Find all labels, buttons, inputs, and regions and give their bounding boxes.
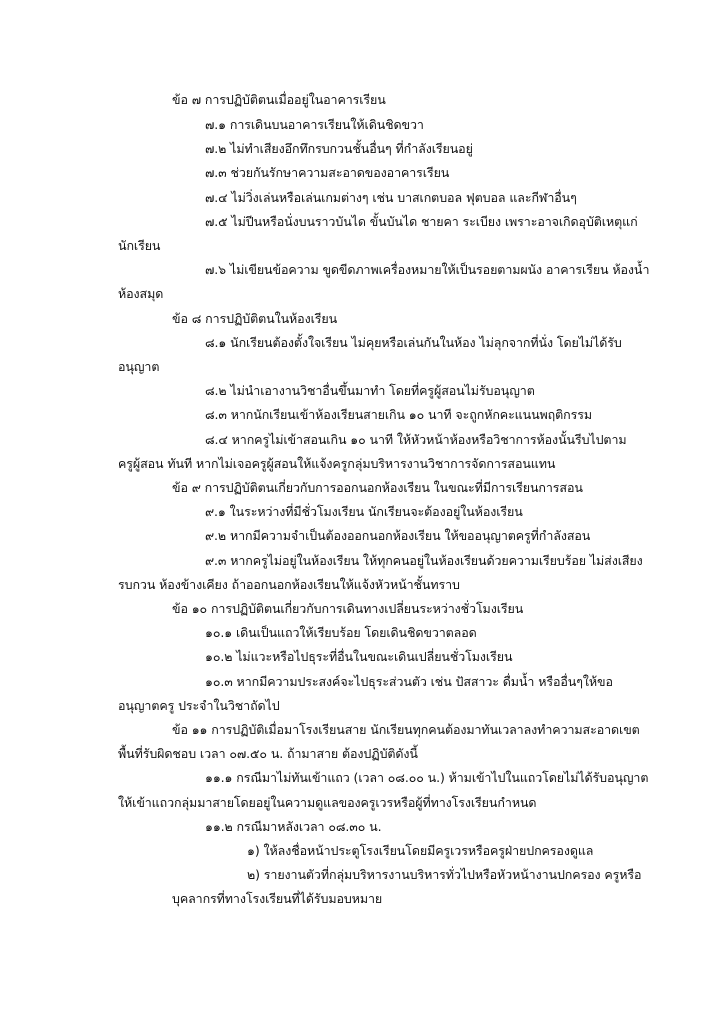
rule-9-2: ๙.๒ หากมีความจำเป็นต้องออกนอกห้องเรียน ให้ขออนุญาตครูที่กำลังสอน [205,528,591,543]
rule-11-1: ๑๑.๑ กรณีมาไม่ทันเข้าแถว (เวลา ๐๘.๐๐ น.) ห้ามเข้าไปในแถวโดยไม่ได้รับอนุญาต [205,770,649,785]
rule-8-1: ๘.๑ นักเรียนต้องตั้งใจเรียน ไม่คุยหรือเล่นกันในห้อง ไม่ลุกจากที่นั่ง โดยไม่ได้รับ [205,335,622,350]
section-10-heading: ข้อ ๑๐ การปฏิบัติตนเกี่ยวกับการเดินทางเปลี่ยนระหว่างชั่วโมงเรียน [172,601,524,616]
rule-7-6: ๗.๖ ไม่เขียนข้อความ ขูดขีดภาพเครื่องหมายให้เป็นรอยตามผนัง อาคารเรียน ห้องน้ำ [205,262,650,277]
rule-7-4: ๗.๔ ไม่วิ่งเล่นหรือเล่นเกมต่างๆ เช่น บาสเกตบอล ฟุตบอล และกีฬาอื่นๆ [205,190,577,205]
rule-11-2-item-2: ๒) รายงานตัวที่กลุ่มบริหารงานบริหารทั่วไปหรือหัวหน้างานปกครอง ครูหรือ [247,867,642,882]
section-11-heading: ข้อ ๑๑ การปฏิบัติเมื่อมาโรงเรียนสาย นักเรียนทุกคนต้องมาทันเวลาลงทำความสะอาดเขต [172,722,640,737]
section-7-heading: ข้อ ๗ การปฏิบัติตนเมื่ออยู่ในอาคารเรียน [172,92,386,107]
rule-9-1: ๙.๑ ในระหว่างที่มีชั่วโมงเรียน นักเรียนจะต้องอยู่ในห้องเรียน [205,504,523,519]
rule-7-5-cont: นักเรียน [118,238,161,253]
rule-8-1-cont: อนุญาต [118,359,160,374]
rule-11-2-item-2-cont: บุคลากรที่ทางโรงเรียนที่ได้รับมอบหมาย [172,891,383,906]
rule-7-6-cont: ห้องสมุด [118,286,164,301]
rule-8-2: ๘.๒ ไม่นำเอางานวิชาอื่นขึ้นมาทำ โดยที่ครูผู้สอนไม่รับอนุญาต [205,383,535,398]
rule-11-1-cont: ให้เข้าแถวกลุ่มมาสายโดยอยู่ในความดูแลของครูเวรหรือผู้ที่ทางโรงเรียนกำหนด [118,795,537,810]
rule-8-4-cont: ครูผู้สอน ทันที หากไม่เจอครูผู้สอนให้แจ้งครูกลุ่มบริหารงานวิชาการจัดการสอนแทน [118,456,556,471]
rule-10-3: ๑๐.๓ หากมีความประสงค์จะไปธุระส่วนตัว เช่น ปัสสาวะ ดื่มน้ำ หรืออื่นๆให้ขอ [205,674,613,689]
rule-9-3-cont: รบกวน ห้องข้างเคียง ถ้าออกนอกห้องเรียนให้แจ้งหัวหน้าชั้นทราบ [118,577,460,592]
rule-10-3-cont: อนุญาตครู ประจำในวิชาถัดไป [118,698,280,713]
rule-7-5: ๗.๕ ไม่ปีนหรือนั่งบนราวบันได ขั้นบันได ชายคา ระเบียง เพราะอาจเกิดอุบัติเหตุแก่ [205,214,638,229]
rule-10-2: ๑๐.๒ ไม่แวะหรือไปธุระที่อื่นในขณะเดินเปลี่ยนชั่วโมงเรียน [205,649,513,664]
rule-7-2: ๗.๒ ไม่ทำเสียงอึกทึกรบกวนชั้นอื่นๆ ที่กำลังเรียนอยู่ [205,141,473,156]
rule-9-3: ๙.๓ หากครูไม่อยู่ในห้องเรียน ให้ทุกคนอยู่ในห้องเรียนด้วยความเรียบร้อย ไม่ส่งเสียง [205,553,643,568]
rule-8-3: ๘.๓ หากนักเรียนเข้าห้องเรียนสายเกิน ๑๐ นาที จะถูกหักคะแนนพฤติกรรม [205,407,592,422]
rule-7-1: ๗.๑ การเดินบนอาคารเรียนให้เดินชิดขวา [205,117,424,132]
rule-8-4: ๘.๔ หากครูไม่เข้าสอนเกิน ๑๐ นาที ให้หัวหน้าห้องหรือวิชาการห้องนั้นรีบไปตาม [205,432,627,447]
rule-7-3: ๗.๓ ช่วยกันรักษาความสะอาดของอาคารเรียน [205,165,450,180]
section-8-heading: ข้อ ๘ การปฏิบัติตนในห้องเรียน [172,311,338,326]
section-9-heading: ข้อ ๙ การปฏิบัติตนเกี่ยวกับการออกนอกห้องเรียน ในขณะที่มีการเรียนการสอน [172,480,583,495]
rule-11-2-item-1: ๑) ให้ลงชื่อหน้าประตูโรงเรียนโดยมีครูเวรหรือครูฝ่ายปกครองดูแล [247,843,594,858]
rule-11-2: ๑๑.๒ กรณีมาหลังเวลา ๐๘.๓๐ น. [205,819,382,834]
rule-10-1: ๑๐.๑ เดินเป็นแถวให้เรียบร้อย โดยเดินชิดขวาตลอด [205,625,477,640]
section-11-heading-cont: พื้นที่รับผิดชอบ เวลา ๐๗.๕๐ น. ถ้ามาสาย ต้องปฏิบัติดังนี้ [118,746,418,761]
